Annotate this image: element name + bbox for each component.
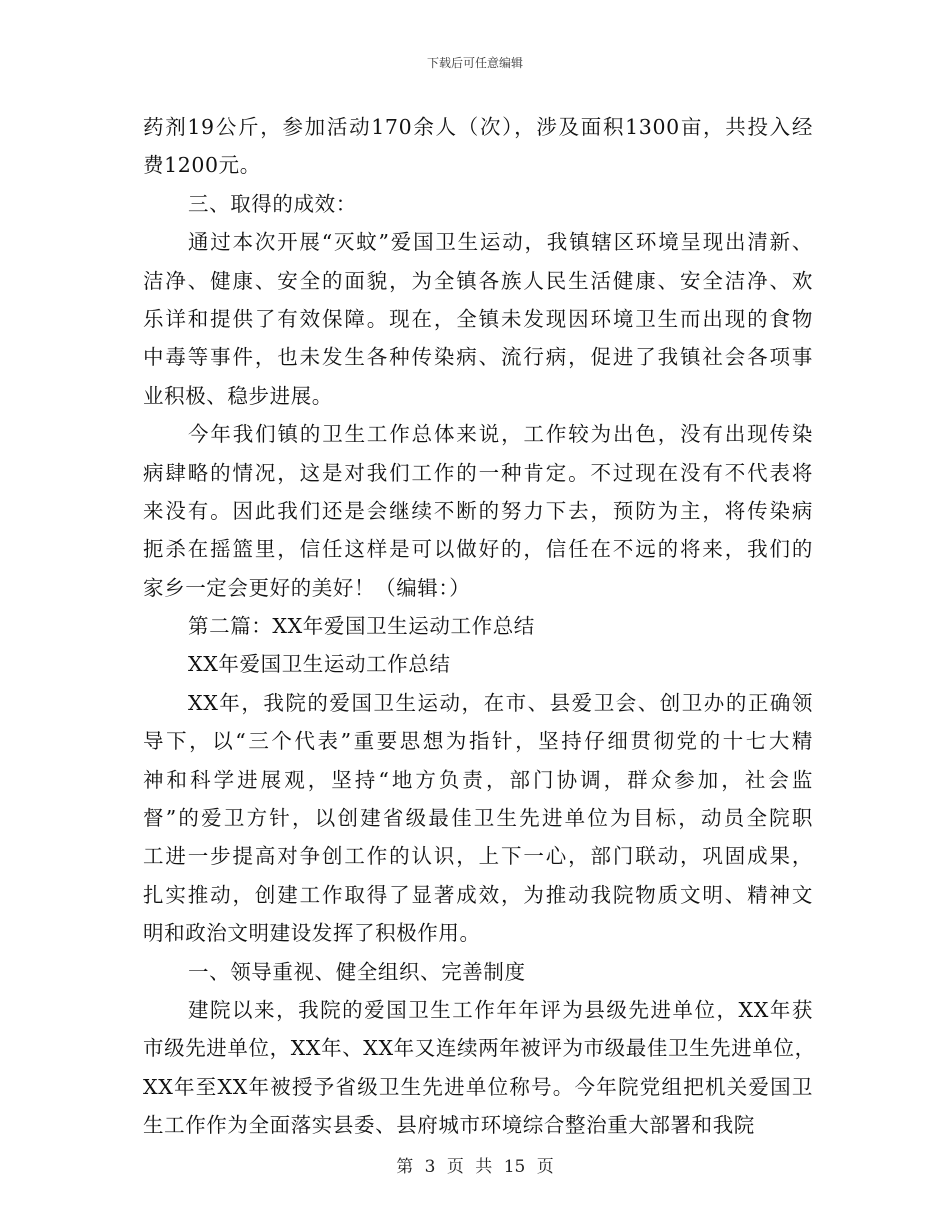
text-line: 建院以来，我院的爱国卫生工作年年评为县级先进单位，XX年获 [188,997,813,1022]
chapter-title: 第二篇：XX年爱国卫生运动工作总结 [188,614,535,639]
section-heading: 一、领导重视、健全组织、完善制度 [188,959,526,984]
text-line: 神和科学进展观，坚持“地方负责，部门协调，群众参加，社会监 [143,767,813,792]
text-line: 今年我们镇的卫生工作总体来说，工作较为出色，没有出现传染 [188,422,813,447]
text-line: 中毒等事件，也未发生各种传染病、流行病，促进了我镇社会各项事 [143,345,813,370]
text-line: 业积极、稳步进展。 [143,383,333,408]
text-line: 家乡一定会更好的美好！（编辑：） [143,575,471,600]
text-line: 导下，以“三个代表”重要思想为指针，坚持仔细贯彻党的十七大精 [143,729,813,754]
text-line: 通过本次开展“灭蚊”爱国卫生运动，我镇辖区环境呈现出清新、 [188,230,813,255]
text-line: 洁净、健康、安全的面貌，为全镇各族人民生活健康、安全洁净、欢 [143,268,813,293]
text-line: XX年，我院的爱国卫生运动，在市、县爱卫会、创卫办的正确领 [188,690,813,715]
text-line: XX年至XX年被授予省级卫生先进单位称号。今年院党组把机关爱国卫 [143,1074,813,1099]
text-line: 乐详和提供了有效保障。现在，全镇未发现因环境卫生而出现的食物 [143,306,813,331]
text-line: 病肆略的情况，这是对我们工作的一种肯定。不过现在没有不代表将 [143,460,813,485]
text-line: 明和政治文明建设发挥了积极作用。 [143,921,481,946]
section-heading: 三、取得的成效： [188,191,357,216]
article-title: XX年爱国卫生运动工作总结 [188,652,451,677]
page-header: 下载后可任意编辑 [426,56,523,70]
text-line: 工进一步提高对争创工作的认识，上下一心，部门联动，巩固成果， [143,844,813,869]
text-line: 药剂19公斤，参加活动170余人（次），涉及面积1300亩，共投入经 [143,115,813,139]
text-line: 扼杀在摇篮里，信任这样是可以做好的，信任在不远的将来，我们的 [143,537,813,562]
text-line: 扎实推动，创建工作取得了显著成效，为推动我院物质文明、精神文 [143,882,813,907]
text-line: 督”的爱卫方针，以创建省级最佳卫生先进单位为目标，动员全院职 [143,806,813,831]
document-body [143,108,816,1145]
text-line: 费1200元。 [143,153,261,178]
text-line: 生工作作为全面落实县委、县府城市环境综合整治重大部署和我院 [143,1113,755,1138]
text-line: 市级先进单位，XX年、XX年又连续两年被评为市级最佳卫生先进单位， [143,1036,816,1061]
page-footer: 第 3 页 共 15 页 [396,1157,554,1177]
text-line: 来没有。因此我们还是会继续不断的努力下去，预防为主，将传染病 [143,498,813,523]
